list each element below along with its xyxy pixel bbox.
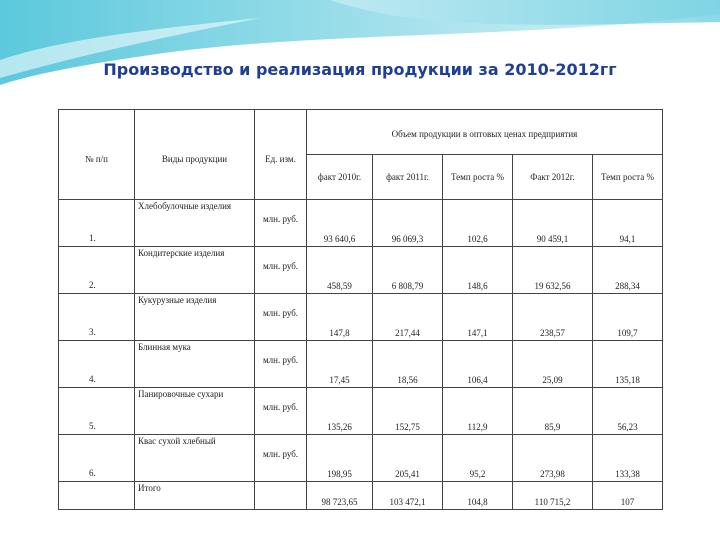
header-growth-2012: Темп роста % (593, 155, 663, 200)
product-name: Панировочные сухари (135, 388, 255, 435)
row-number: 4. (59, 341, 135, 388)
header-number: № п/п (59, 110, 135, 200)
value-cell: 147,8 (307, 294, 373, 341)
production-table (58, 109, 663, 510)
value-cell: 133,38 (593, 435, 663, 482)
value-cell: 217,44 (373, 294, 443, 341)
table-row (59, 294, 663, 341)
total-unit-cell (255, 482, 307, 510)
value-cell: 198,95 (307, 435, 373, 482)
total-number-cell (59, 482, 135, 510)
product-name: Хлебобулочные изделия (135, 200, 255, 247)
table-row (59, 200, 663, 247)
table-row (59, 341, 663, 388)
value-cell: 205,41 (373, 435, 443, 482)
product-name: Квас сухой хлебный (135, 435, 255, 482)
total-value: 103 472,1 (373, 482, 443, 510)
row-number: 1. (59, 200, 135, 247)
product-name: Блинная мука (135, 341, 255, 388)
table-row (59, 388, 663, 435)
value-cell: 135,18 (593, 341, 663, 388)
value-cell: 273,98 (513, 435, 593, 482)
header-growth-2011: Темп роста % (443, 155, 513, 200)
unit-cell: млн. руб. (255, 294, 307, 341)
total-value: 110 715,2 (513, 482, 593, 510)
header-volume-group: Объем продукции в оптовых ценах предприятия (307, 110, 663, 155)
value-cell: 6 808,79 (373, 247, 443, 294)
value-cell: 17,45 (307, 341, 373, 388)
unit-cell: млн. руб. (255, 435, 307, 482)
value-cell: 56,23 (593, 388, 663, 435)
value-cell: 85,9 (513, 388, 593, 435)
value-cell: 93 640,6 (307, 200, 373, 247)
value-cell: 96 069,3 (373, 200, 443, 247)
value-cell: 106,4 (443, 341, 513, 388)
value-cell: 94,1 (593, 200, 663, 247)
value-cell: 102,6 (443, 200, 513, 247)
total-label: Итого (135, 482, 255, 510)
value-cell: 152,75 (373, 388, 443, 435)
table-row (59, 435, 663, 482)
row-number: 6. (59, 435, 135, 482)
value-cell: 238,57 (513, 294, 593, 341)
value-cell: 25,09 (513, 341, 593, 388)
row-number: 2. (59, 247, 135, 294)
total-value: 104,8 (443, 482, 513, 510)
header-fact-2010: факт 2010г. (307, 155, 373, 200)
row-number: 5. (59, 388, 135, 435)
total-value: 98 723,65 (307, 482, 373, 510)
table-row (59, 247, 663, 294)
value-cell: 109,7 (593, 294, 663, 341)
product-name: Кондитерские изделия (135, 247, 255, 294)
value-cell: 18,56 (373, 341, 443, 388)
row-number: 3. (59, 294, 135, 341)
value-cell: 288,34 (593, 247, 663, 294)
header-products: Виды продукции (135, 110, 255, 200)
page-title: Производство и реализация продукции за 2010-2012гг (103, 60, 617, 79)
value-cell: 135,26 (307, 388, 373, 435)
unit-cell: млн. руб. (255, 388, 307, 435)
header-fact-2012: Факт 2012г. (513, 155, 593, 200)
header-fact-2011: факт 2011г. (373, 155, 443, 200)
header-unit: Ед. изм. (255, 110, 307, 200)
value-cell: 112,9 (443, 388, 513, 435)
unit-cell: млн. руб. (255, 200, 307, 247)
value-cell: 147,1 (443, 294, 513, 341)
value-cell: 458,59 (307, 247, 373, 294)
unit-cell: млн. руб. (255, 247, 307, 294)
total-value: 107 (593, 482, 663, 510)
value-cell: 95,2 (443, 435, 513, 482)
value-cell: 148,6 (443, 247, 513, 294)
value-cell: 19 632,56 (513, 247, 593, 294)
product-name: Кукурузные изделия (135, 294, 255, 341)
total-row (59, 482, 663, 510)
unit-cell: млн. руб. (255, 341, 307, 388)
value-cell: 90 459,1 (513, 200, 593, 247)
